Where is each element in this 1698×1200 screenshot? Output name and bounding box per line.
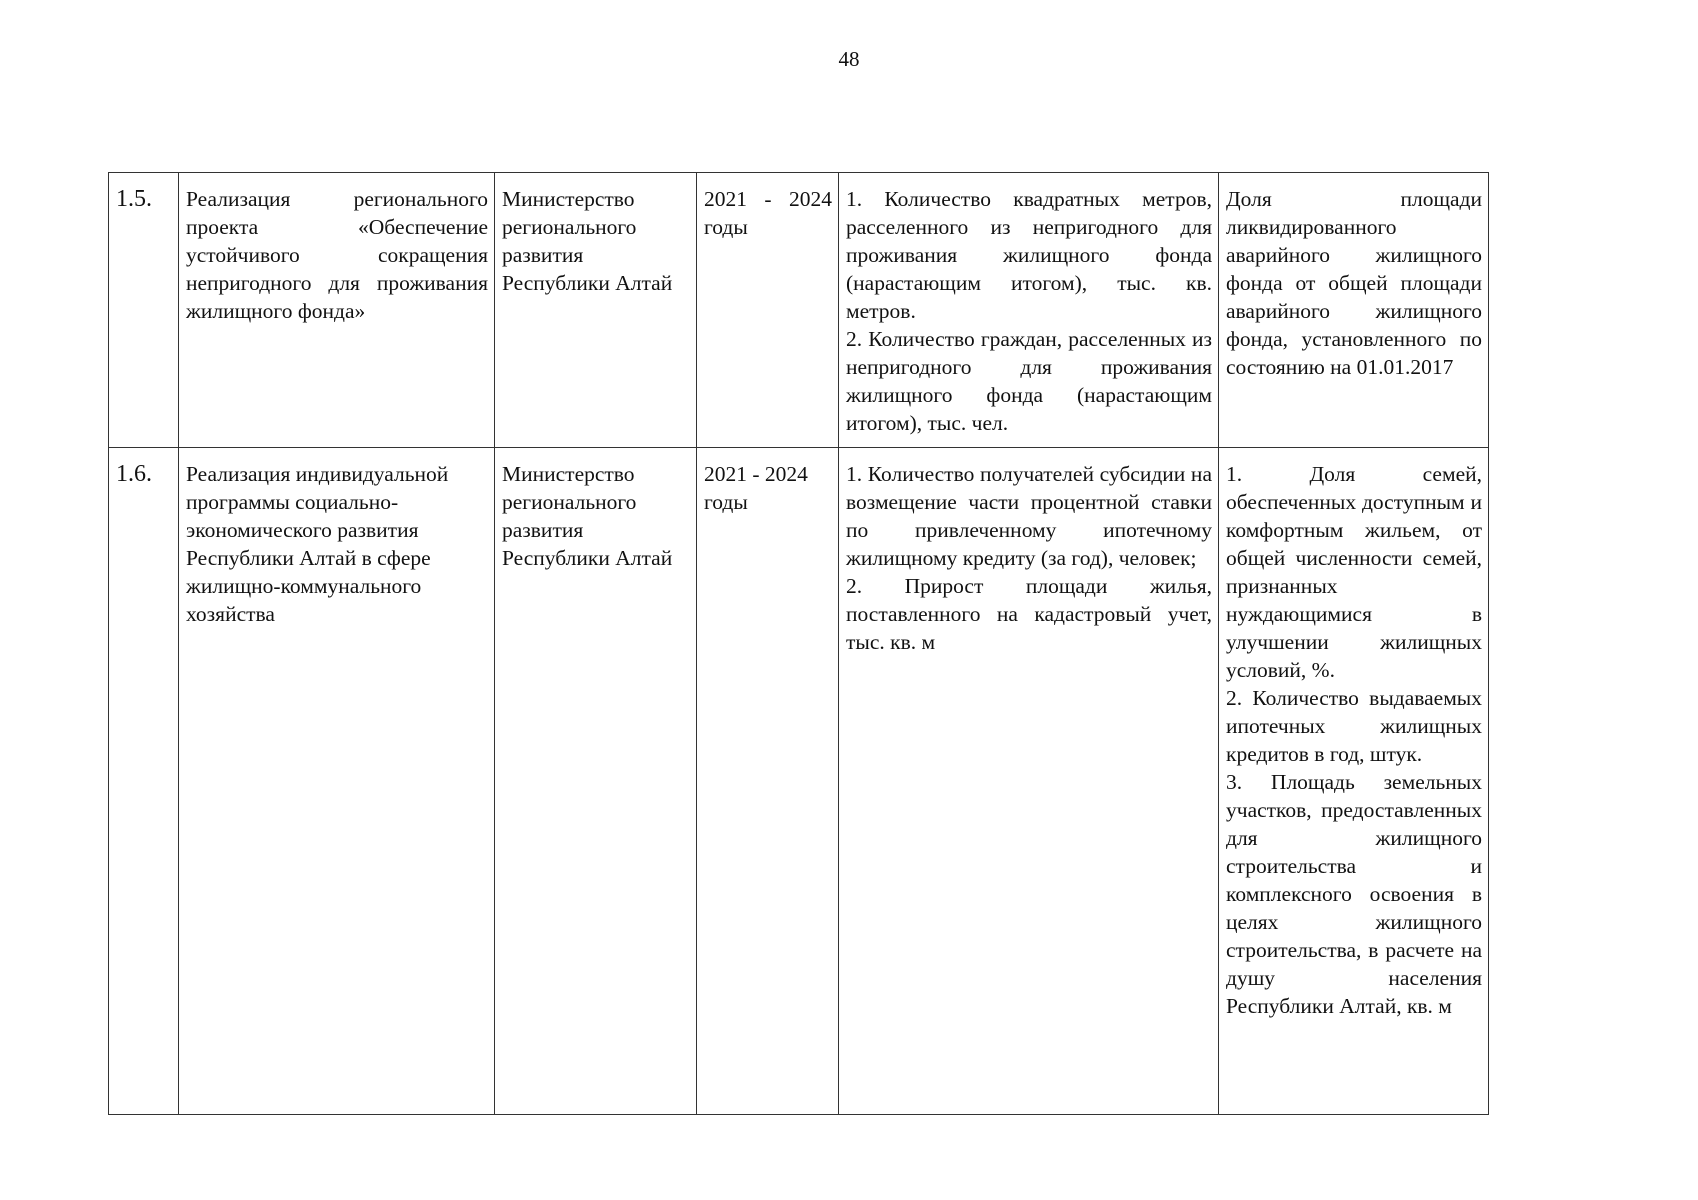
indicators-cell — [839, 448, 1219, 1115]
executor-cell: Министерство регионального развития Республики Алтай — [495, 173, 697, 448]
row-number-cell: 1.6. — [109, 448, 179, 1115]
indicators-cell — [839, 173, 1219, 448]
target-item: Доля площади ликвидированного аварийного жилищного фонда от общей площади аварийного жилищного фонда, установленного по состоянию на 01.01.2017 — [1226, 187, 1482, 379]
indicator-item: 2. Количество граждан, расселенных из непригодного для проживания жилищного фонда (нарастающим итогом), тыс. чел. — [846, 327, 1212, 435]
period-cell: 2021 - 2024 годы — [697, 173, 839, 448]
table-row — [109, 448, 1489, 1115]
executor-cell: Министерство регионального развития Республики Алтай — [495, 448, 697, 1115]
indicator-item: 2. Прирост площади жилья, поставленного на кадастровый учет, тыс. кв. м — [846, 574, 1212, 654]
event-cell: Реализация индивидуальной программы социально-экономического развития Республики Алтай в сфере жилищно-коммунального хозяйства — [179, 448, 495, 1115]
indicator-item: 1. Количество получателей субсидии на возмещение части процентной ставки по привлеченному ипотечному жилищному кредиту (за год), человек; — [846, 462, 1212, 570]
period-cell: 2021 - 2024 годы — [697, 448, 839, 1115]
row-number-cell: 1.5. — [109, 173, 179, 448]
target-item: 1. Доля семей, обеспеченных доступным и комфортным жильем, от общей численности семей, признанных нуждающимися в улучшении жилищных условий, %. — [1226, 462, 1482, 682]
target-item: 3. Площадь земельных участков, предоставленных для жилищного строительства и комплексного освоения в целях жилищного строительства, в расчете на душу населения Республики Алтай, кв. м — [1226, 770, 1482, 1018]
table-row — [109, 173, 1489, 448]
targets-cell — [1219, 448, 1489, 1115]
page-number: 48 — [838, 47, 860, 71]
program-table — [108, 172, 1489, 1115]
event-cell: Реализация регионального проекта «Обеспечение устойчивого сокращения непригодного для проживания жилищного фонда» — [179, 173, 495, 448]
indicator-item: 1. Количество квадратных метров, расселенного из непригодного для проживания жилищного фонда (нарастающим итогом), тыс. кв. метров. — [846, 187, 1212, 323]
targets-cell — [1219, 173, 1489, 448]
target-item: 2. Количество выдаваемых ипотечных жилищных кредитов в год, штук. — [1226, 686, 1482, 766]
